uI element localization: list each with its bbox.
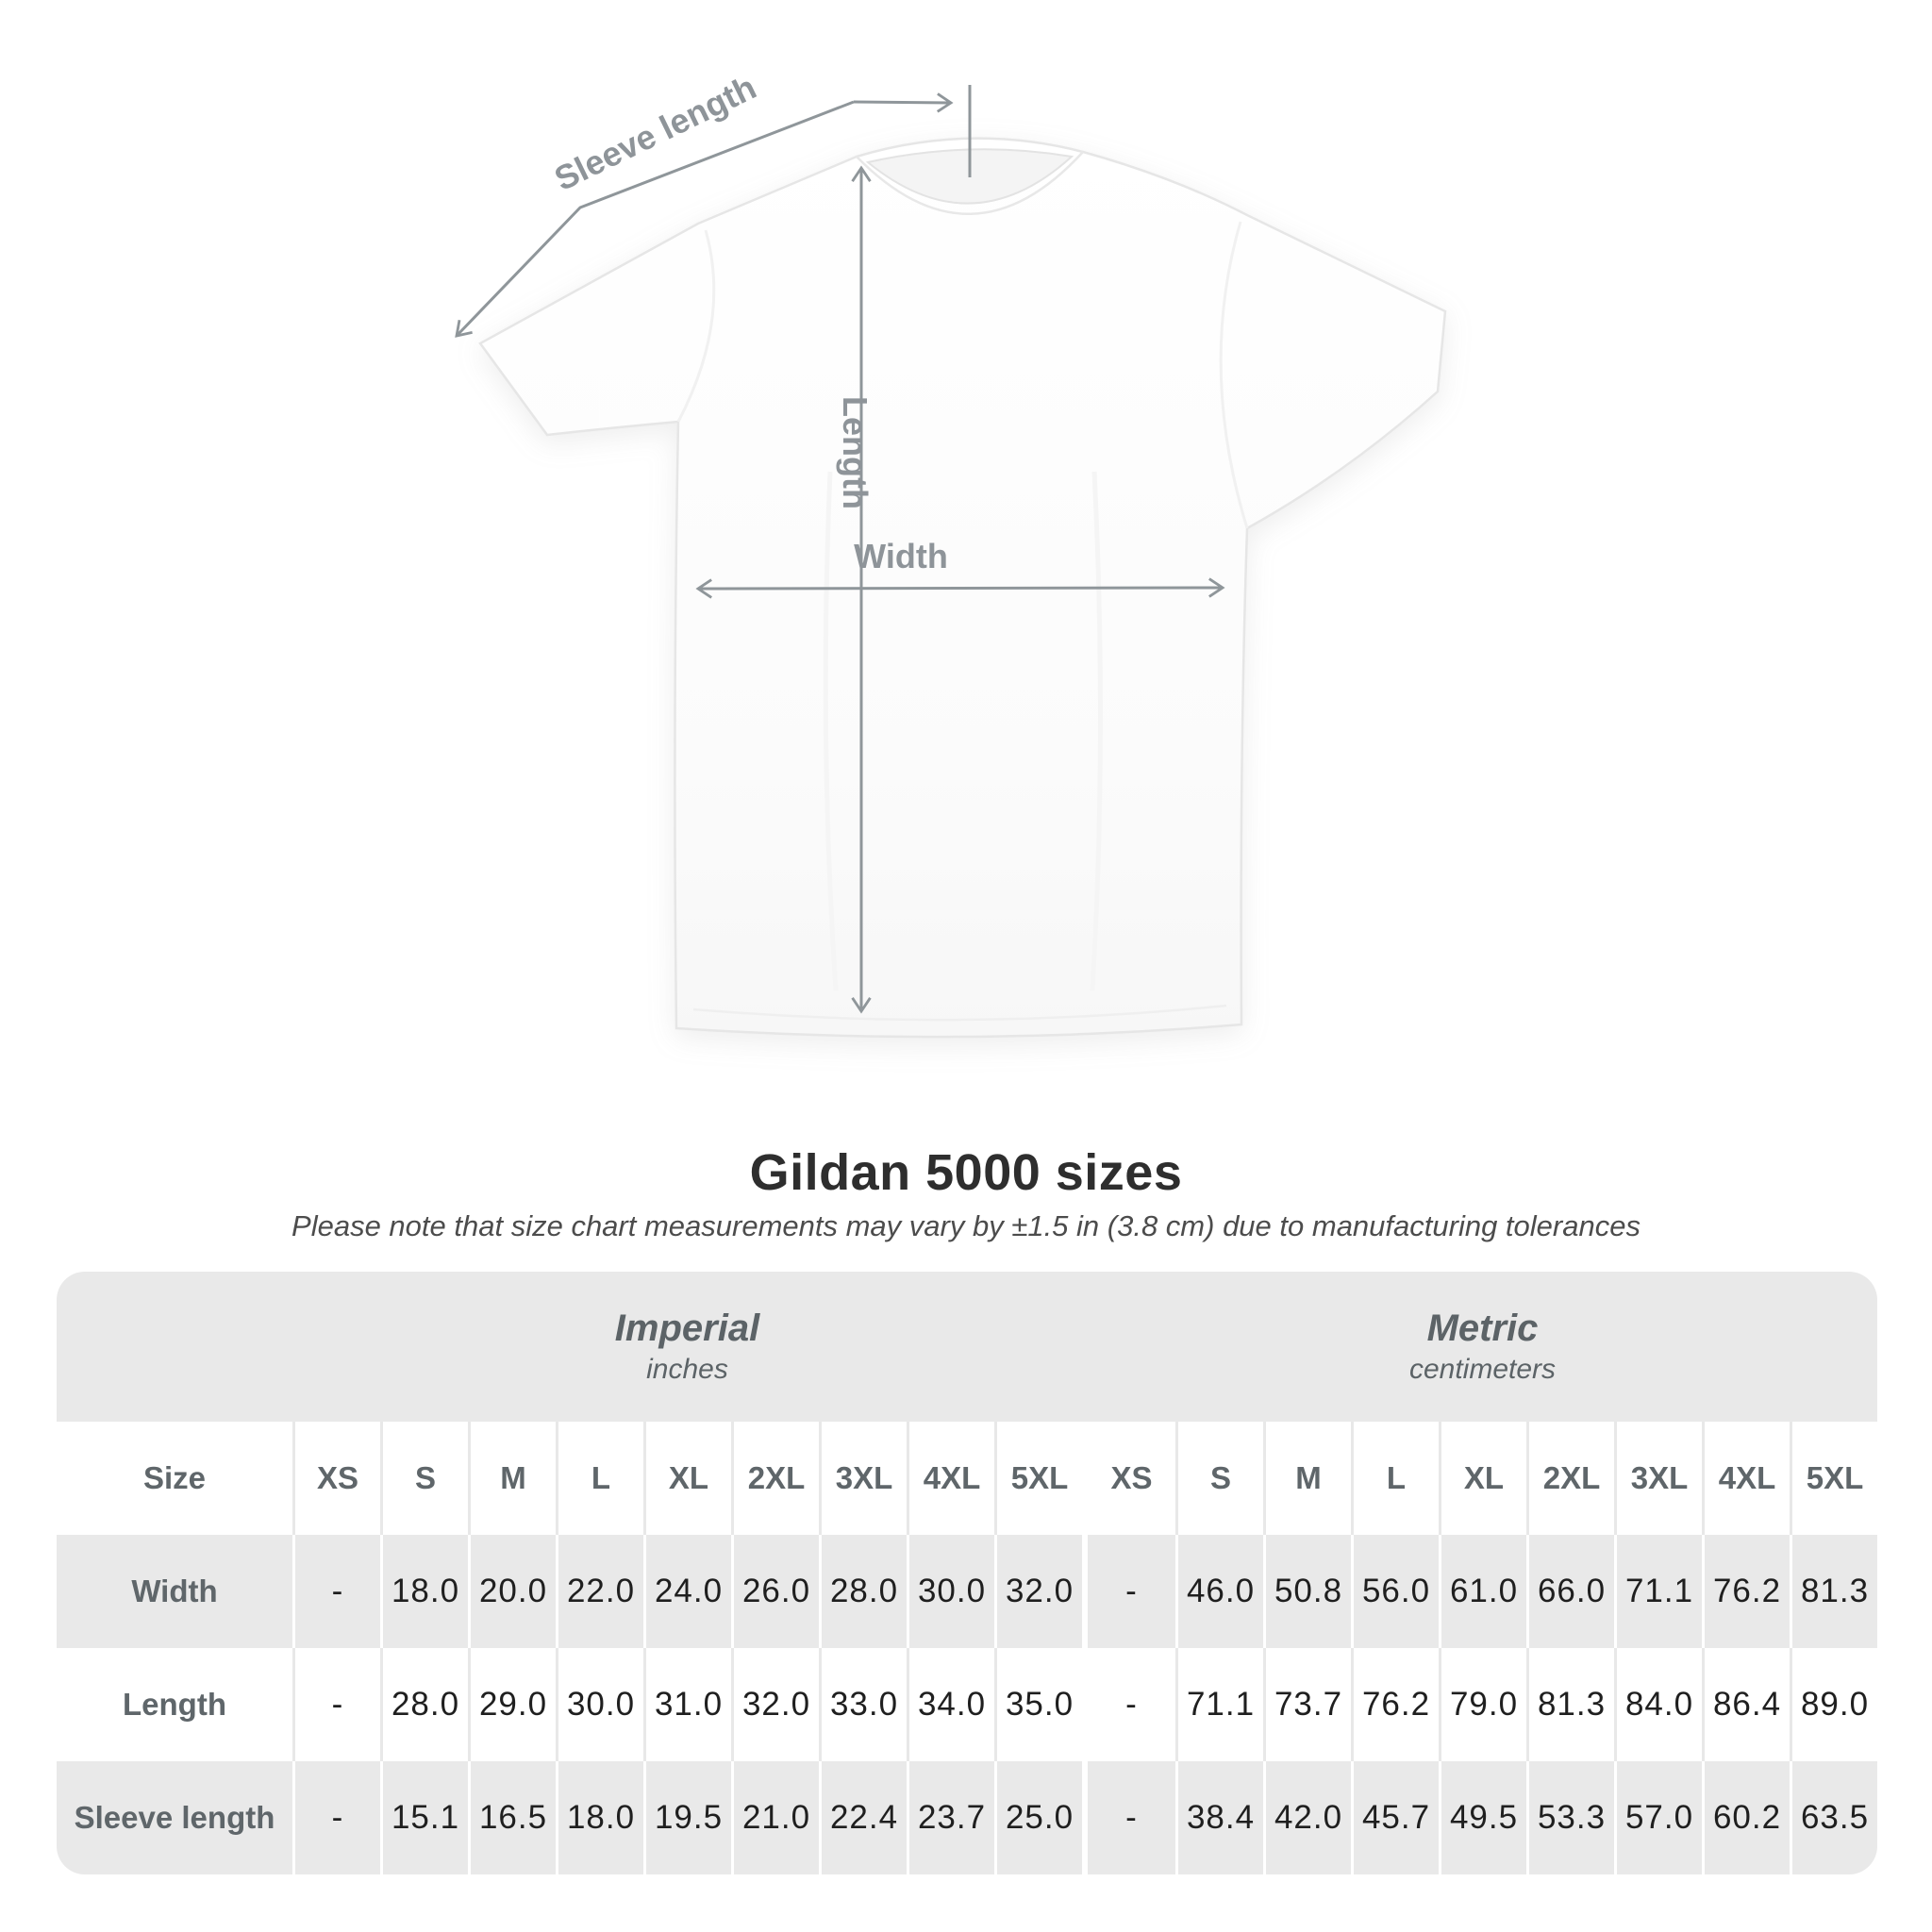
tolerance-note: Please note that size chart measurements may vary by ±1.5 in (3.8 cm) due to manufacturing tolerances [291,1209,1641,1242]
data-cell: 81.3 [1526,1648,1614,1761]
data-cell: 49.5 [1439,1761,1526,1874]
data-cell: - [1088,1535,1175,1648]
data-cell: 45.7 [1351,1761,1439,1874]
row-label: Length [57,1648,292,1761]
size-header-cell: 4XL [1702,1422,1790,1535]
size-header-cell: 2XL [1526,1422,1614,1535]
data-cell: 32.0 [731,1648,819,1761]
size-header-cell: 4XL [907,1422,994,1535]
data-cell: 16.5 [468,1761,556,1874]
size-header-cell: XS [292,1422,380,1535]
page-title: Gildan 5000 sizes [749,1144,1183,1201]
size-header-cell: 5XL [994,1422,1082,1535]
sleeve-length-arrow [854,102,951,103]
size-header-cell: S [380,1422,468,1535]
size-header-cell: 3XL [819,1422,907,1535]
width-label: Width [854,537,948,575]
size-header-cell: XL [1439,1422,1526,1535]
sleeve-length-label: Sleeve length [548,67,762,199]
data-cell: 71.1 [1175,1648,1263,1761]
data-cell: 24.0 [643,1535,731,1648]
size-header-cell: L [1351,1422,1439,1535]
data-cell: - [1088,1761,1175,1874]
size-grid [57,1422,1877,1874]
data-cell: 28.0 [819,1535,907,1648]
data-cell: 73.7 [1263,1648,1351,1761]
data-cell: 26.0 [731,1535,819,1648]
data-cell: 18.0 [380,1535,468,1648]
data-cell: 29.0 [468,1648,556,1761]
data-cell: 57.0 [1614,1761,1702,1874]
data-cell: 21.0 [731,1761,819,1874]
unit-header-band [57,1272,1877,1422]
data-cell: 60.2 [1702,1761,1790,1874]
imperial-label: Imperial [614,1307,760,1349]
width-arrow [698,588,1223,589]
size-header-cell: 2XL [731,1422,819,1535]
data-cell: - [292,1535,380,1648]
data-cell: - [1088,1648,1175,1761]
size-header-cell: M [1263,1422,1351,1535]
size-header-cell: M [468,1422,556,1535]
data-cell: 76.2 [1702,1535,1790,1648]
row-label: Sleeve length [57,1761,292,1874]
data-cell: 30.0 [556,1648,643,1761]
length-label: Length [836,396,874,509]
data-cell: 23.7 [907,1761,994,1874]
metric-header [1088,1272,1877,1422]
data-cell: 25.0 [994,1761,1082,1874]
data-cell: 33.0 [819,1648,907,1761]
data-cell: 31.0 [643,1648,731,1761]
size-table [57,1272,1877,1874]
data-cell: 89.0 [1790,1648,1877,1761]
data-cell: - [292,1761,380,1874]
size-header-cell: 5XL [1790,1422,1877,1535]
data-cell: 22.0 [556,1535,643,1648]
data-cell: 28.0 [380,1648,468,1761]
data-cell: 38.4 [1175,1761,1263,1874]
data-cell: 30.0 [907,1535,994,1648]
data-cell: 15.1 [380,1761,468,1874]
data-cell: 42.0 [1263,1761,1351,1874]
size-header-cell: XS [1088,1422,1175,1535]
data-cell: 19.5 [643,1761,731,1874]
data-cell: 84.0 [1614,1648,1702,1761]
data-cell: 18.0 [556,1761,643,1874]
row-label: Width [57,1535,292,1648]
data-cell: 46.0 [1175,1535,1263,1648]
data-cell: 66.0 [1526,1535,1614,1648]
size-column-header: Size [57,1422,292,1535]
data-cell: 22.4 [819,1761,907,1874]
imperial-unit: inches [646,1354,728,1385]
data-cell: 61.0 [1439,1535,1526,1648]
data-cell: 79.0 [1439,1648,1526,1761]
data-cell: 86.4 [1702,1648,1790,1761]
data-cell: 34.0 [907,1648,994,1761]
data-cell: 56.0 [1351,1535,1439,1648]
size-header-cell: XL [643,1422,731,1535]
data-cell: 32.0 [994,1535,1082,1648]
data-cell: 76.2 [1351,1648,1439,1761]
size-header-cell: S [1175,1422,1263,1535]
size-header-cell: 3XL [1614,1422,1702,1535]
metric-unit: centimeters [1408,1354,1557,1385]
metric-label: Metric [1426,1307,1539,1349]
data-cell: 35.0 [994,1648,1082,1761]
data-cell: - [292,1648,380,1761]
imperial-header [292,1272,1082,1422]
data-cell: 63.5 [1790,1761,1877,1874]
size-header-cell: L [556,1422,643,1535]
data-cell: 50.8 [1263,1535,1351,1648]
data-cell: 20.0 [468,1535,556,1648]
data-cell: 53.3 [1526,1761,1614,1874]
data-cell: 81.3 [1790,1535,1877,1648]
data-cell: 71.1 [1614,1535,1702,1648]
